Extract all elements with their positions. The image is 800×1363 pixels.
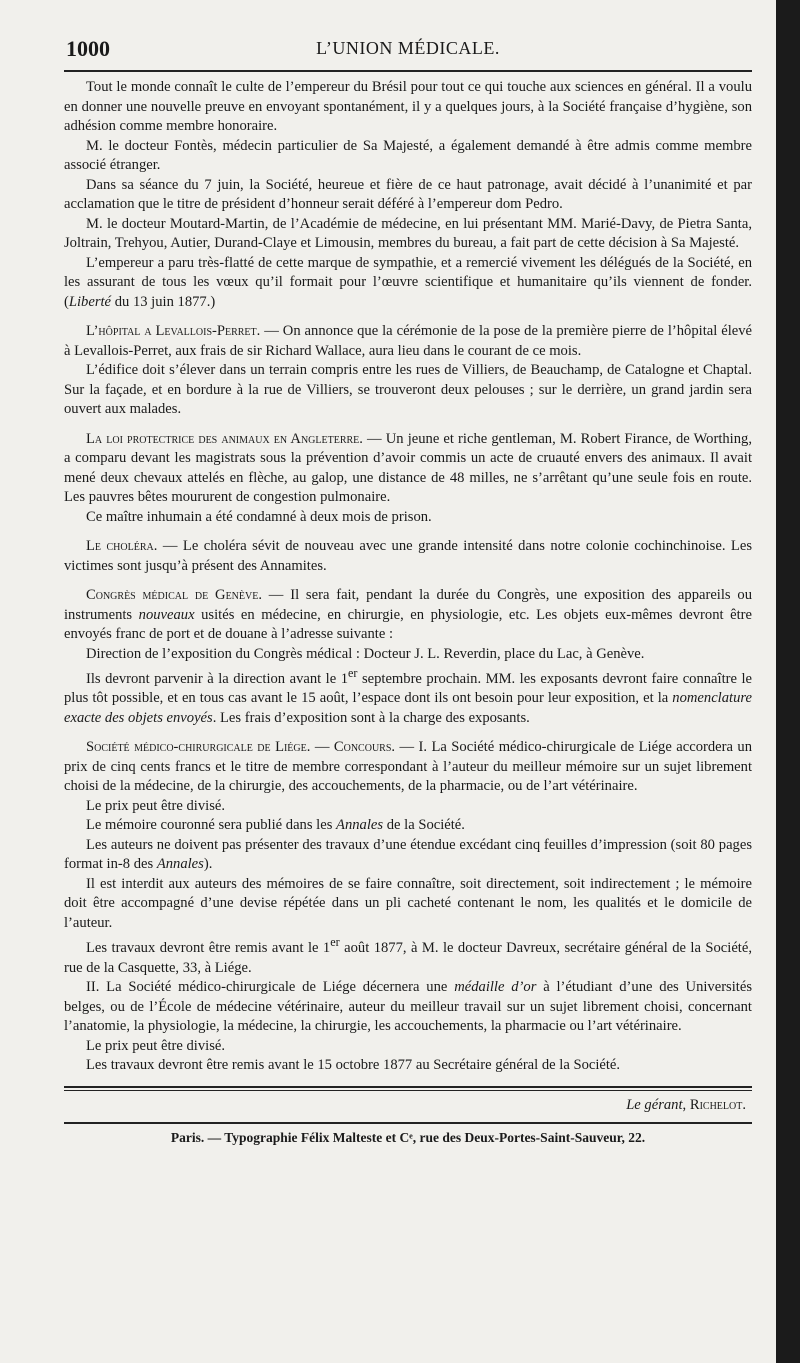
imprint-rule [64, 1122, 752, 1124]
animal-protection-section [64, 430, 752, 528]
paragraph-text: — I. La Société médico-chirurgicale de Liége accordera un prix de cinq cents francs et le titre de membre correspondant à l’auteur du meilleur mémoire sur un sujet librement choisi de la médecine, de la chirurgie, des accouchements, de la pharmacie, ou de l’art vétérinaire. [64, 739, 752, 795]
page-number: 1000 [66, 36, 110, 61]
section-heading: Congrès médical de Genève. [86, 587, 262, 603]
paragraph [64, 254, 752, 313]
paragraph [64, 738, 752, 797]
paragraph-text: Les travaux devront être remis avant le 1 [86, 940, 331, 957]
source-date: du 13 juin 1877.) [111, 293, 216, 310]
paragraph-text: de la Société. [383, 817, 465, 834]
paragraph: Dans sa séance du 7 juin, la Société, heureue et fière de ce haut patronage, avait décidé à l’unanimité et par acclamation que le titre de président d’honneur serait déféré à l’empereur dom Pedro. [64, 176, 752, 212]
footer-rule [64, 1086, 752, 1091]
paragraph-text: août 1877, à M. le docteur Davreux, secrétaire général de la Société, rue de la Casquette, 33, à Liége. [64, 940, 752, 976]
paragraph: Direction de l’exposition du Congrès médical : Docteur J. L. Reverdin, place du Lac, à Genève. [86, 645, 645, 662]
paragraph: Ce maître inhumain a été condamné à deux mois de prison. [86, 508, 432, 525]
paragraph-text: Le mémoire couronné sera publié dans les [86, 817, 337, 834]
paragraph: Il est interdit aux auteurs des mémoires de se faire connaître, soit directement, soit indirectement ; le mémoire doit être accompagné d’une devise répétée dans un pli cacheté contenant le nom, les qualités et le domicile de l’auteur. [64, 875, 752, 931]
superscript: er [330, 935, 340, 950]
paragraph [64, 978, 752, 1037]
source-name: Liberté [68, 293, 112, 310]
paragraph-text: . Les frais d’exposition sont à la charge des exposants. [212, 709, 530, 726]
paragraph-text: L’empereur a paru très-flatté de cette marque de sympathie, et a remercié vivement les délégués de la Société, en les assurant de tous les vœux qu’il formait pour l’œuvre scientifique et humanitaire qu’ils viennent de fonder. ( [64, 254, 752, 310]
paragraph-text: — Le choléra sévit de nouveau avec une grande intensité dans notre colonie cochinchinoise. Les victimes sont jusqu’à présent des Annamites. [64, 538, 753, 574]
paragraph [64, 322, 752, 361]
paragraph-text: à l’étudiant d’une des Universités belges, ou de l’École de médecine vétérinaire, auteur du meilleur travail sur un sujet librement choisi, concernant l’anatomie, la physiologie, la médecine, la chirurgie, les accouchements, la pharmacie ou l’art vétérinaire. [64, 979, 753, 1035]
italic-term: nouveaux [138, 606, 195, 623]
italic-term: nomenclature exacte des objets envoyés [64, 690, 752, 726]
levallois-section [64, 322, 752, 420]
paragraph: M. le docteur Fontès, médecin particulier de Sa Majesté, a également demandé à être admis comme membre associé étranger. [64, 137, 752, 173]
paragraph-text: — On annonce que la cérémonie de la pose de la première pierre de l’hôpital élevé à Levallois-Perret, aux frais de sir Richard Wallace, aura lieu dans le courant de ce mois. [64, 323, 752, 359]
journal-title: L’UNION MÉDICALE. [316, 38, 500, 58]
paragraph-text: Les auteurs ne doivent pas présenter des travaux d’une étendue excédant cinq feuilles d’impression (soit 80 pages format in-8 des [64, 836, 752, 873]
paragraph: M. le docteur Moutard-Martin, de l’Académie de médecine, en lui présentant MM. Marié-Davy, de Pietra Santa, Joltrain, Trehyou, Autier, Durand-Claye et Limousin, membres du bureau, a fait part de cette décision à Sa Majesté. [64, 215, 752, 251]
paragraph-text: II. La Société médico-chirurgicale de Liége décernera une [86, 979, 455, 996]
page-edge-shadow [776, 0, 800, 1363]
paragraph: Le prix peut être divisé. [86, 1037, 225, 1054]
paragraph-text: septembre prochain. MM. les exposants devront faire connaître le plus tôt possible, et en tous cas avant le 15 août, l’espace dont ils ont besoin pour leur exposition, et la [64, 670, 753, 707]
paragraph-text: — Un jeune et riche gentleman, M. Robert Firance, de Worthing, a comparu devant les magistrats sous la prévention d’avoir commis un acte de cruauté envers des animaux. Il avait mené deux chevaux attelés en flèche, au galop, une distance de 48 milles, ne s’arrêtant qu’une seule fois en route. Les pauvres bêtes moururent de congestion pulmonaire. [64, 430, 752, 505]
signature-separator: , [682, 1096, 690, 1113]
paragraph: Tout le monde connaît le culte de l’empereur du Brésil pour tout ce qui touche aux sciences en général. Il a voulu en donner une nouvelle preuve en envoyant spontanément, il y a quelques jours, à la Société française d’hygiène, son adhésion comme membre honoraire. [64, 79, 752, 134]
paragraph-text: Ils devront parvenir à la direction avant le 1 [86, 670, 348, 687]
paragraph [64, 816, 752, 836]
cholera-section [64, 537, 752, 576]
italic-term: Annales [156, 856, 204, 873]
paragraph-text: — Il sera fait, pendant la durée du Congrès, une exposition des appareils ou instruments [64, 587, 752, 623]
liege-society-section [64, 738, 752, 1075]
section-heading: L’hôpital a Levallois-Perret. [86, 323, 261, 339]
paragraph-text: ). [203, 856, 213, 873]
printer-imprint: Paris. — Typographie Félix Malteste et Cᵉ, rue des Deux-Portes-Saint-Sauveur, 22. [170, 1129, 646, 1145]
paragraph: L’édifice doit s’élever dans un terrain compris entre les rues de Villiers, de Beauchamp, de Catalogne et Chaptal. Sur la façade, et en bordure à la rue de Villiers, se trouveront deux pelouses ; sur le derrière, un grand jardin sera ouvert aux malades. [64, 362, 752, 417]
paragraph [64, 933, 752, 978]
paragraph-text: usités en médecine, en chirurgie, en physiologie, etc. Les objets eux-mêmes devront être envoyés franc de port et de douane à l’adresse suivante : [64, 606, 752, 642]
paragraph: Le prix peut être divisé. [86, 797, 225, 814]
running-head [64, 24, 752, 72]
italic-term: Annales [336, 817, 384, 834]
geneva-congress-section [64, 586, 752, 728]
section-heading: Le choléra. [86, 538, 158, 554]
signature [64, 1097, 752, 1114]
signature-name: Richelot. [689, 1096, 746, 1113]
section-heading: La loi protectrice des animaux en Angleterre. [86, 430, 363, 447]
paragraph [64, 537, 752, 576]
paragraph [64, 836, 752, 875]
paragraph [64, 430, 752, 508]
italic-term: médaille d’or [454, 979, 537, 996]
brazil-emperor-article [64, 78, 752, 312]
superscript: er [348, 666, 358, 680]
section-heading: Société médico-chirurgicale de Liége. — Concours. [86, 739, 396, 756]
signature-label: Le gérant [626, 1096, 683, 1113]
paragraph: Les travaux devront être remis avant le 15 octobre 1877 au Secrétaire général de la Société. [86, 1057, 621, 1074]
paragraph [64, 586, 752, 645]
paragraph [64, 664, 752, 728]
article-body [64, 78, 752, 1076]
